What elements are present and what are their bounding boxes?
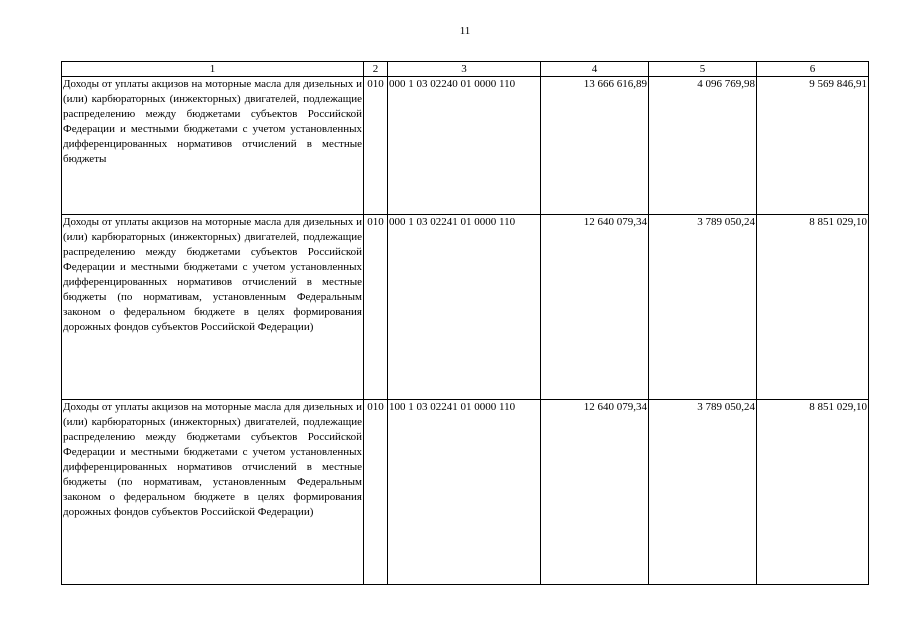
header-col-2: 2 — [364, 62, 388, 77]
row-value-col5: 4 096 769,98 — [649, 77, 757, 215]
row-value-col5: 3 789 050,24 — [649, 400, 757, 585]
row-value-col4: 13 666 616,89 — [541, 77, 649, 215]
row-description: Доходы от уплаты акцизов на моторные масла для дизельных и (или) карбюраторных (инжекторных) двигателей, подлежащие распределению между бюджетами субъектов Российской Федерации и местными бюджетами с учетом установленных дифференцированных нормативов отчислений в местные бюджеты (по нормативам, установленным Федеральным законом о федеральном бюджете в целях формирования дорожных фондов субъектов Российской Федерации) — [62, 400, 364, 585]
table-header-row — [62, 62, 869, 77]
row-classification-code: 000 1 03 02241 01 0000 110 — [388, 215, 541, 400]
header-col-1: 1 — [62, 62, 364, 77]
row-admin-code: 010 — [364, 77, 388, 215]
table-row — [62, 400, 869, 585]
row-value-col5: 3 789 050,24 — [649, 215, 757, 400]
row-classification-code: 100 1 03 02241 01 0000 110 — [388, 400, 541, 585]
table-row — [62, 215, 869, 400]
row-value-col4: 12 640 079,34 — [541, 215, 649, 400]
row-description: Доходы от уплаты акцизов на моторные масла для дизельных и (или) карбюраторных (инжекторных) двигателей, подлежащие распределению между бюджетами субъектов Российской Федерации и местными бюджетами с учетом установленных дифференцированных нормативов отчислений в местные бюджеты — [62, 77, 364, 215]
header-col-6: 6 — [757, 62, 869, 77]
page-number: 11 — [459, 25, 471, 37]
header-col-3: 3 — [388, 62, 541, 77]
row-admin-code: 010 — [364, 215, 388, 400]
header-col-5: 5 — [649, 62, 757, 77]
table-row — [62, 77, 869, 215]
row-admin-code: 010 — [364, 400, 388, 585]
header-col-4: 4 — [541, 62, 649, 77]
row-value-col6: 8 851 029,10 — [757, 400, 869, 585]
row-classification-code: 000 1 03 02240 01 0000 110 — [388, 77, 541, 215]
row-value-col4: 12 640 079,34 — [541, 400, 649, 585]
row-value-col6: 8 851 029,10 — [757, 215, 869, 400]
budget-revenue-table — [61, 61, 869, 585]
row-description: Доходы от уплаты акцизов на моторные масла для дизельных и (или) карбюраторных (инжекторных) двигателей, подлежащие распределению между бюджетами субъектов Российской Федерации и местными бюджетами с учетом установленных дифференцированных нормативов отчислений в местные бюджеты (по нормативам, установленным Федеральным законом о федеральном бюджете в целях формирования дорожных фондов субъектов Российской Федерации) — [62, 215, 364, 400]
row-value-col6: 9 569 846,91 — [757, 77, 869, 215]
